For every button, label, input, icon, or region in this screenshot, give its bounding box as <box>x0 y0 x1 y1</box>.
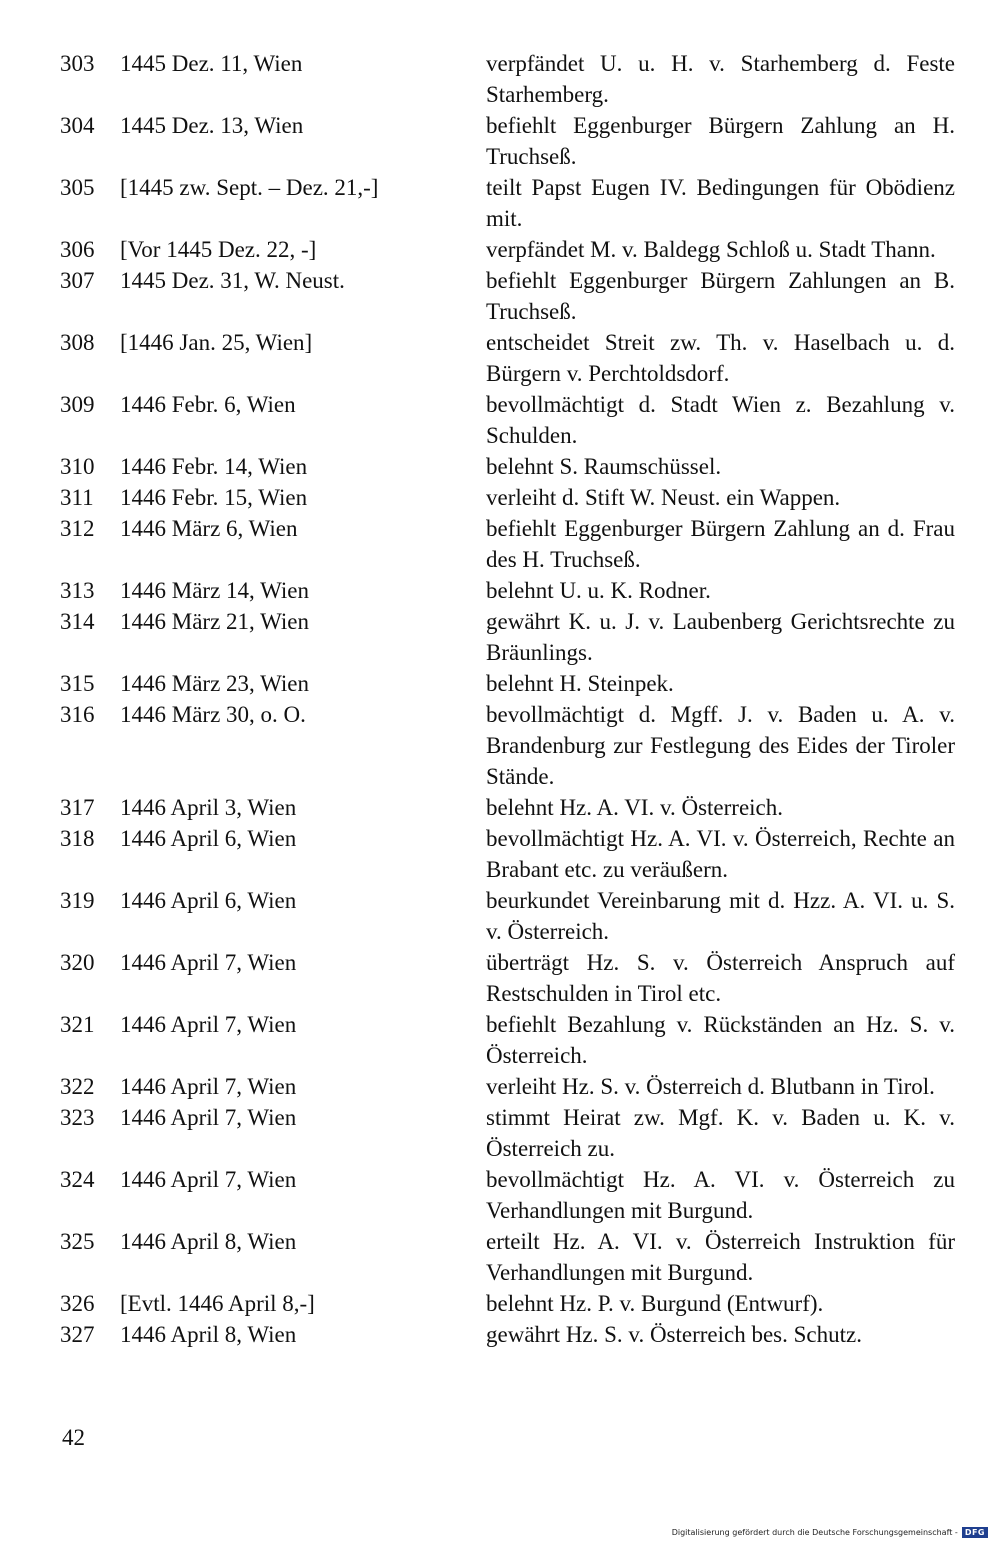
entry-number: 325 <box>60 1229 95 1254</box>
regest-entry <box>60 792 955 823</box>
regest-entry <box>60 451 955 482</box>
entry-number: 306 <box>60 237 95 262</box>
regest-entry <box>60 947 955 1009</box>
entry-date: 1446 April 8, Wien <box>120 1322 297 1347</box>
regest-entry <box>60 389 955 451</box>
entry-date: 1446 April 6, Wien <box>120 888 297 913</box>
entry-date: 1445 Dez. 13, Wien <box>120 113 304 138</box>
entry-description: teilt Papst Eugen IV. Bedingungen für Obödienz mit. <box>486 175 955 231</box>
entry-number: 303 <box>60 51 95 76</box>
entry-number: 316 <box>60 702 95 727</box>
entry-description: beurkundet Vereinbarung mit d. Hzz. A. VI. u. S. v. Österreich. <box>486 888 955 944</box>
entry-description: belehnt U. u. K. Rodner. <box>486 578 711 603</box>
entry-description: belehnt Hz. A. VI. v. Österreich. <box>486 795 784 820</box>
entry-description: verpfändet U. u. H. v. Starhemberg d. Feste Starhemberg. <box>486 51 955 107</box>
entry-description: bevollmächtigt Hz. A. VI. v. Österreich zu Verhandlungen mit Burgund. <box>486 1167 955 1223</box>
entry-date: 1446 April 7, Wien <box>120 950 297 975</box>
regest-entry <box>60 48 955 110</box>
entry-description: belehnt H. Steinpek. <box>486 671 674 696</box>
entry-description: befiehlt Bezahlung v. Rückständen an Hz. S. v. Österreich. <box>486 1012 955 1068</box>
regest-entry <box>60 1226 955 1288</box>
entry-date: [Vor 1445 Dez. 22, -] <box>120 237 317 262</box>
dfg-logo: DFG <box>962 1527 988 1538</box>
regest-entry <box>60 172 955 234</box>
entry-description: bevollmächtigt d. Mgff. J. v. Baden u. A. v. Brandenburg zur Festlegung des Eides der Tiroler Stände. <box>486 702 955 789</box>
entry-description: entscheidet Streit zw. Th. v. Haselbach u. d. Bürgern v. Perchtoldsdorf. <box>486 330 955 386</box>
regest-entry <box>60 1071 955 1102</box>
entry-description: belehnt S. Raumschüssel. <box>486 454 722 479</box>
entry-date: 1446 Febr. 15, Wien <box>120 485 308 510</box>
regest-entry <box>60 327 955 389</box>
entry-date: [1445 zw. Sept. – Dez. 21,-] <box>120 175 379 200</box>
entry-date: 1446 Febr. 6, Wien <box>120 392 296 417</box>
entry-date: 1446 April 8, Wien <box>120 1229 297 1254</box>
entry-description: bevollmächtigt Hz. A. VI. v. Österreich, Rechte an Brabant etc. zu veräußern. <box>486 826 955 882</box>
entry-number: 305 <box>60 175 95 200</box>
entry-number: 310 <box>60 454 95 479</box>
entry-date: 1446 April 6, Wien <box>120 826 297 851</box>
entry-number: 322 <box>60 1074 95 1099</box>
regest-entry <box>60 575 955 606</box>
regest-entry <box>60 265 955 327</box>
regest-entry <box>60 606 955 668</box>
entry-date: 1446 April 7, Wien <box>120 1167 297 1192</box>
entry-date: [Evtl. 1446 April 8,-] <box>120 1291 315 1316</box>
entry-description: befiehlt Eggenburger Bürgern Zahlungen an B. Truchseß. <box>486 268 955 324</box>
page-number: 42 <box>62 1425 85 1450</box>
entry-description: gewährt Hz. S. v. Österreich bes. Schutz. <box>486 1322 862 1347</box>
entry-date: 1446 März 30, o. O. <box>120 702 306 727</box>
entry-date: 1446 März 14, Wien <box>120 578 309 603</box>
entry-number: 308 <box>60 330 95 355</box>
regest-entry <box>60 823 955 885</box>
entry-number: 307 <box>60 268 95 293</box>
regest-entry <box>60 110 955 172</box>
entry-date: 1445 Dez. 11, Wien <box>120 51 303 76</box>
entry-description: befiehlt Eggenburger Bürgern Zahlung an d. Frau des H. Truchseß. <box>486 516 955 572</box>
entry-description: erteilt Hz. A. VI. v. Österreich Instruktion für Verhandlungen mit Burgund. <box>486 1229 955 1285</box>
entry-number: 314 <box>60 609 95 634</box>
entry-number: 318 <box>60 826 95 851</box>
entry-number: 309 <box>60 392 95 417</box>
entry-number: 313 <box>60 578 95 603</box>
entry-number: 323 <box>60 1105 95 1130</box>
entry-description: stimmt Heirat zw. Mgf. K. v. Baden u. K. v. Österreich zu. <box>486 1105 955 1161</box>
footer-text: Digitalisierung gefördert durch die Deutsche Forschungsgemeinschaft - <box>671 1528 958 1537</box>
entry-number: 321 <box>60 1012 95 1037</box>
entry-description: verpfändet M. v. Baldegg Schloß u. Stadt Thann. <box>486 237 936 262</box>
entry-number: 312 <box>60 516 95 541</box>
entry-date: 1446 April 7, Wien <box>120 1105 297 1130</box>
entry-number: 317 <box>60 795 95 820</box>
regest-list <box>60 48 955 1350</box>
entry-date: 1446 April 7, Wien <box>120 1012 297 1037</box>
entry-number: 319 <box>60 888 95 913</box>
regest-entry <box>60 1319 955 1350</box>
entry-description: verleiht d. Stift W. Neust. ein Wappen. <box>486 485 841 510</box>
regest-entry <box>60 1009 955 1071</box>
entry-number: 320 <box>60 950 95 975</box>
entry-description: befiehlt Eggenburger Bürgern Zahlung an H. Truchseß. <box>486 113 955 169</box>
entry-date: 1445 Dez. 31, W. Neust. <box>120 268 345 293</box>
entry-description: belehnt Hz. P. v. Burgund (Entwurf). <box>486 1291 824 1316</box>
entry-description: überträgt Hz. S. v. Österreich Anspruch auf Restschulden in Tirol etc. <box>486 950 955 1006</box>
entry-description: bevollmächtigt d. Stadt Wien z. Bezahlung v. Schulden. <box>486 392 955 448</box>
entry-date: 1446 März 23, Wien <box>120 671 309 696</box>
regest-entry <box>60 1288 955 1319</box>
entry-number: 315 <box>60 671 95 696</box>
entry-date: 1446 März 21, Wien <box>120 609 309 634</box>
regest-entry <box>60 699 955 792</box>
entry-date: [1446 Jan. 25, Wien] <box>120 330 313 355</box>
entry-number: 327 <box>60 1322 95 1347</box>
entry-date: 1446 März 6, Wien <box>120 516 298 541</box>
entry-description: gewährt K. u. J. v. Laubenberg Gerichtsrechte zu Bräunlings. <box>486 609 955 665</box>
entry-date: 1446 April 3, Wien <box>120 795 297 820</box>
footer <box>672 1527 988 1538</box>
regest-entry <box>60 668 955 699</box>
regest-entry <box>60 885 955 947</box>
entry-number: 304 <box>60 113 95 138</box>
entry-description: verleiht Hz. S. v. Österreich d. Blutbann in Tirol. <box>486 1074 935 1099</box>
entry-date: 1446 April 7, Wien <box>120 1074 297 1099</box>
regest-entry <box>60 513 955 575</box>
regest-entry <box>60 1164 955 1226</box>
regest-entry <box>60 482 955 513</box>
entry-number: 324 <box>60 1167 95 1192</box>
entry-date: 1446 Febr. 14, Wien <box>120 454 308 479</box>
regest-entry <box>60 234 955 265</box>
entry-number: 311 <box>60 485 94 510</box>
regest-entry <box>60 1102 955 1164</box>
entry-number: 326 <box>60 1291 95 1316</box>
